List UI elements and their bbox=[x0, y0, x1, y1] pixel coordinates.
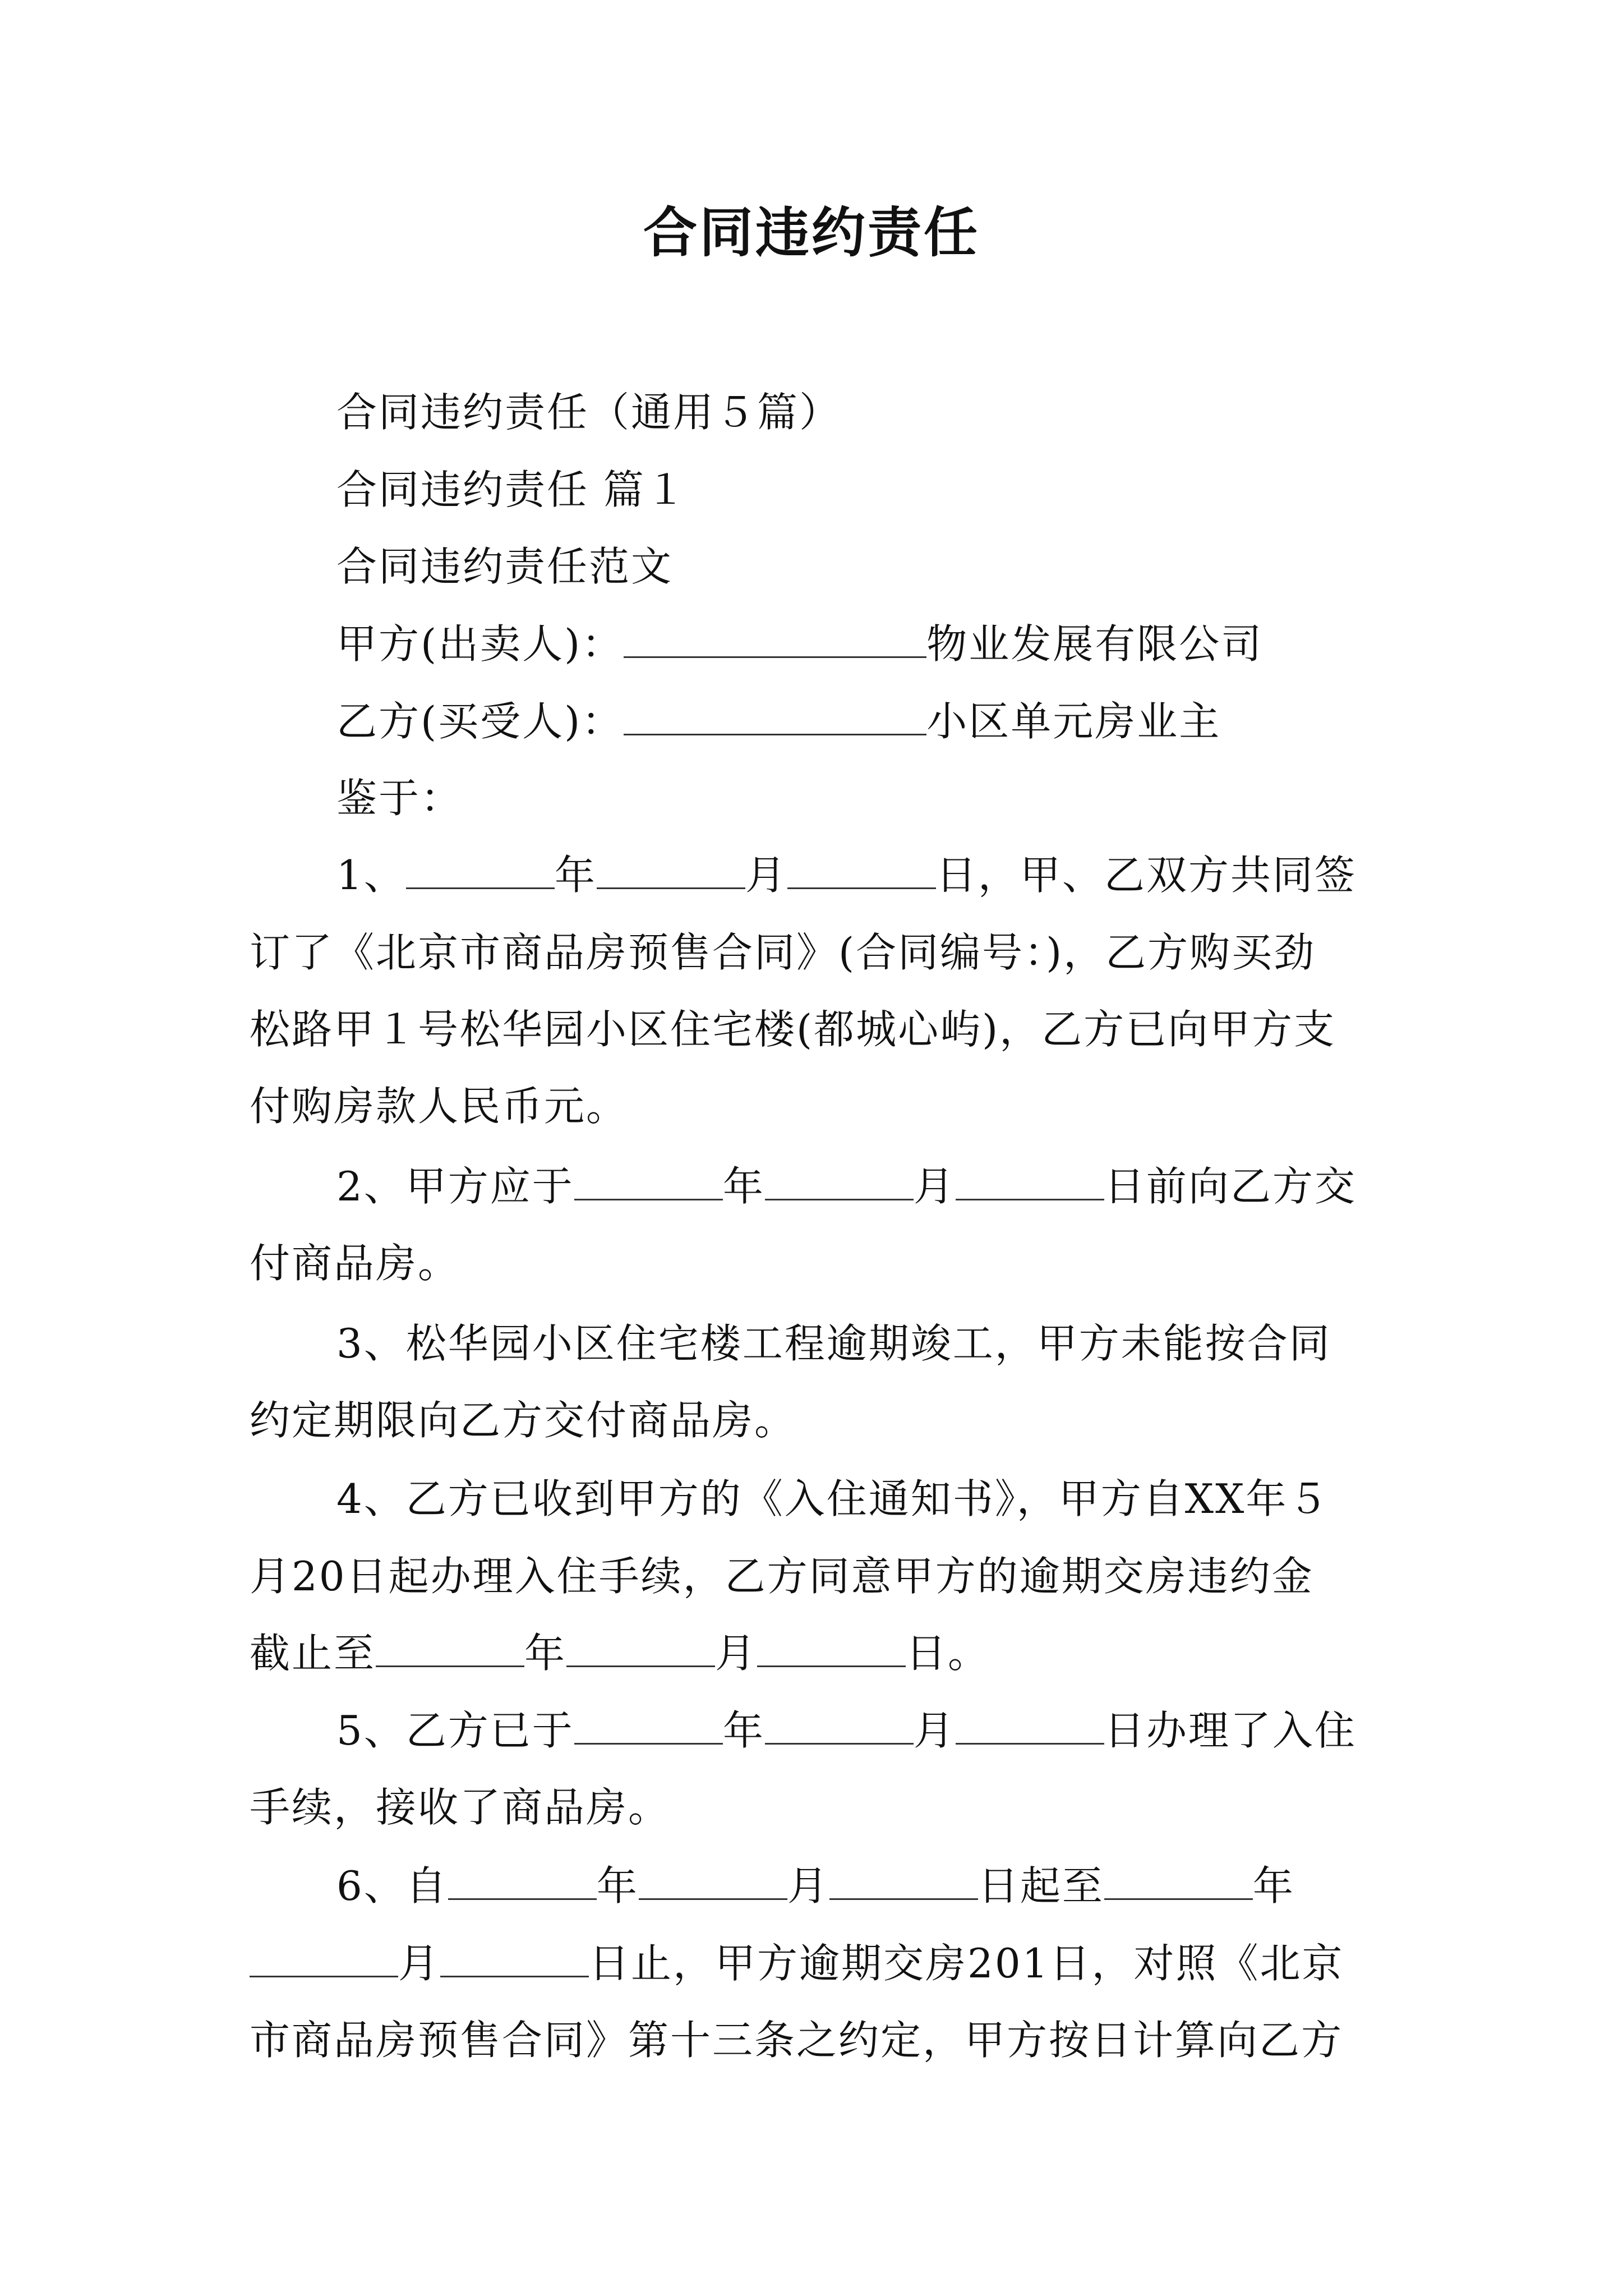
p4-line-1: 4、乙方已收到甲方的《入住通知书》，甲方自XX年５ bbox=[336, 1475, 1330, 1522]
p6-line-3: 市商品房预售合同》第十三条之约定，甲方按日计算向乙方 bbox=[250, 2017, 1344, 2064]
p6-line-2: 月 日止，甲方逾期交房201日，对照《北京 bbox=[250, 1935, 1380, 1991]
p4-line-3: 截止至 年 月 日。 bbox=[250, 1630, 990, 1677]
section-heading: 合同违约责任范文 bbox=[336, 543, 674, 590]
p3-line-1: 3、松华园小区住宅楼工程逾期竣工，甲方未能按合同 bbox=[336, 1320, 1331, 1367]
document-title: 合同违约责任 bbox=[643, 201, 980, 264]
party-a-value: 物业发展有限公司 bbox=[926, 620, 1264, 668]
party-a-blank bbox=[624, 623, 926, 658]
party-b-blank bbox=[624, 700, 926, 735]
p5-line-1: 5、乙方已于 年 月 日办理了入住 bbox=[336, 1707, 1357, 1754]
party-b-value: 小区单元房业主 bbox=[926, 698, 1221, 745]
subtitle-line: 合同违约责任（通用５篇） bbox=[336, 389, 842, 436]
p2-line-1: 2、甲方应于 年 月 日前向乙方交 bbox=[336, 1163, 1357, 1210]
p1-line-4: 付购房款人民币元。 bbox=[250, 1083, 629, 1130]
p5-line-2: 手续，接收了商品房。 bbox=[250, 1784, 671, 1831]
whereas-line: 鉴于： bbox=[336, 775, 463, 822]
p1-line-3: 松路甲１号松华园小区住宅楼(都城心屿)，乙方已向甲方支 bbox=[250, 1006, 1336, 1053]
party-a-label: 甲方(出卖人)： bbox=[336, 620, 624, 668]
party-b-line bbox=[336, 693, 1467, 749]
p4-line-2: 月20日起办理入住手续，乙方同意甲方的逾期交房违约金 bbox=[250, 1553, 1314, 1600]
p3-line-2: 约定期限向乙方交付商品房。 bbox=[250, 1397, 797, 1444]
party-a-line bbox=[336, 616, 1467, 672]
p6-line-1: 6、自 年 月 日起至 年 bbox=[336, 1862, 1295, 1910]
p2-line-2: 付商品房。 bbox=[250, 1240, 460, 1287]
chapter-heading: 合同违约责任 篇１ bbox=[336, 466, 688, 513]
p1-line-1: 1、 年 月 日，甲、乙双方共同签 bbox=[336, 852, 1357, 899]
p1-line-2: 订了《北京市商品房预售合同》(合同编号：)，乙方购买劲 bbox=[250, 929, 1316, 976]
party-b-label: 乙方(买受人)： bbox=[336, 698, 624, 745]
